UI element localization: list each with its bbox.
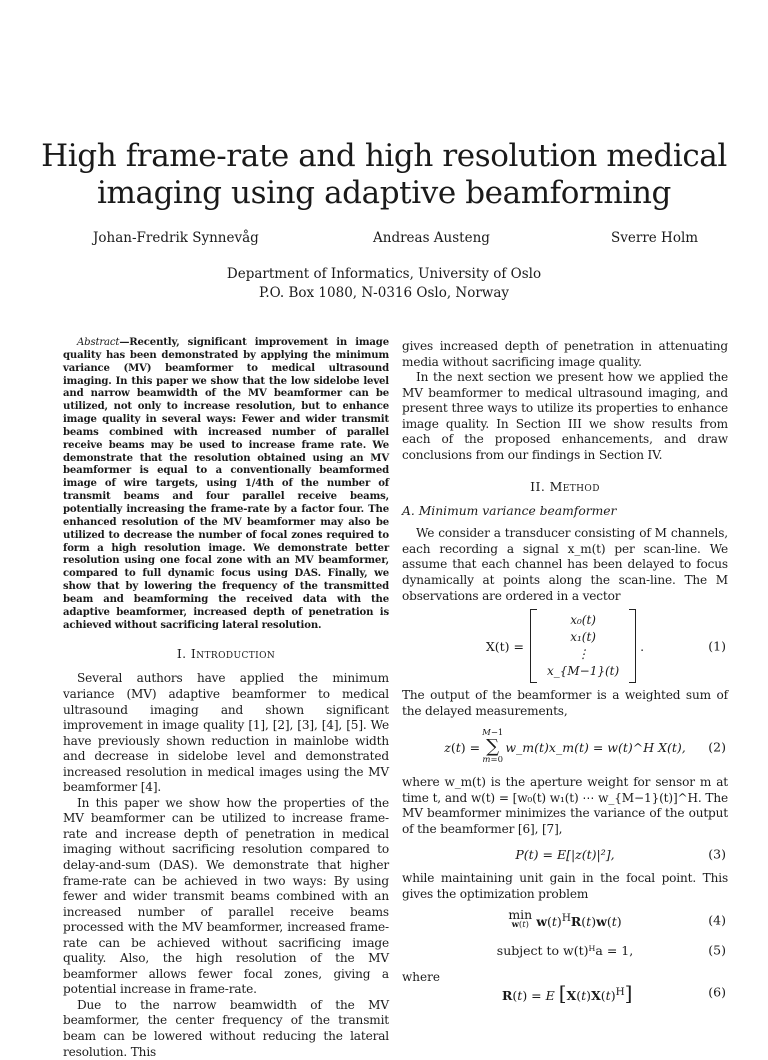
equation-1-number: (1) bbox=[708, 638, 726, 654]
equation-1-lhs: X(t) = bbox=[485, 638, 524, 654]
section-heading-introduction: I. Introduction bbox=[176, 646, 276, 662]
right-column bbox=[402, 339, 728, 1006]
equation-6: where R(t) = E $[X(t)X(t)^H]$ (6) bbox=[402, 970, 726, 1006]
equation-3-number: (3) bbox=[708, 846, 726, 862]
equation-5 bbox=[402, 938, 728, 962]
equation-4: min w(t) $w(t)^HR(t)w(t)$ (4) bbox=[508, 907, 726, 931]
title-line-1: High frame-rate and high resolution medical bbox=[41, 138, 727, 174]
equation-2: z(t) = M−1 ∑ m=0 w_m(t)x_m(t) = w(t)^H X(t), (2) bbox=[444, 728, 726, 766]
author-3: Sverre Holm bbox=[611, 230, 699, 246]
equation-6-number: (6) bbox=[708, 984, 726, 1000]
intro-paragraph-1: Several authors have applied the minimum variance (MV) adaptive beamformer to medical ultrasound imaging and shown significant improvement in image quality [1], [2], [3], [4], [5]. We have previously shown reduction in mainlobe width and decrease in sidelobe level and demonstrated increased resolution in medical images using the MV beamformer [4]. bbox=[63, 671, 389, 795]
equation-2-number: (2) bbox=[708, 739, 726, 755]
equation-4-number: (4) bbox=[708, 912, 726, 928]
affiliation bbox=[0, 265, 768, 303]
paper-title bbox=[40, 138, 728, 212]
equation-3-text: P(t) = E[|z(t)|²], bbox=[515, 846, 615, 862]
equation-5-text: subject to w(t)ᴴa = 1, bbox=[496, 942, 634, 958]
equation-1-matrix bbox=[530, 609, 636, 683]
title-line-2: imaging using adaptive beamforming bbox=[97, 175, 671, 211]
right-paragraph-2: In the next section we present how we applied the MV beamformer to medical ultrasound imaging, and present three ways to utilize its properties to enhance image quality. In Section III we show results from each of the proposed enhancements, and draw conclusions from our findings in Section IV. bbox=[402, 370, 728, 462]
method-paragraph-3: where w_m(t) is the aperture weight for sensor m at time t, and w(t) = [w₀(t) w₁(t) ⋯ w_{M−1}(t)]^H. The MV beamformer minimizes the variance of the output of the beamformer [6], [7], bbox=[402, 775, 728, 836]
abstract bbox=[63, 337, 389, 632]
matrix-row: ⋮ bbox=[577, 647, 590, 662]
equation-5-number: (5) bbox=[708, 942, 726, 958]
subsection-heading-mv: A. Minimum variance beamformer bbox=[402, 504, 617, 519]
matrix-row: x_{M−1}(t) bbox=[546, 664, 620, 679]
intro-paragraph-3: Due to the narrow beamwidth of the MV beamformer, the center frequency of the transmit beam can be lowered without reducing the lateral resolution. This bbox=[63, 997, 389, 1059]
abstract-text: —Recently, significant improvement in image quality has been demonstrated by applying the minimum variance (MV) beamformer to medical ultrasound imaging. In this paper we show that the low sidelobe level and narrow beamwidth of the MV beamformer can be utilized, not only to increase resolution, but to enhance image quality in several ways: Fewer and wider transmit beams combined with increased number of parallel receive beams may be used to increase frame rate. We demonstrate that the resolution obtained using an MV beamformer is equal to a conventionally beamformed image of wire targets, using 1/4th of the number of transmit beams and four parallel receive beams, potentially increasing the frame-rate by a factor four. The enhanced resolution of the MV beamformer may also be utilized to decrease the number of focal zones required to form a high resolution image. We demonstrate better resolution using one focal zone with an MV beamformer, compared to full dynamic focus using DAS. Finally, we show that by lowering the frequency of the transmitted beam and beamforming the received data with the adaptive beamformer, increased depth of penetration is achieved without sacrificing lateral resolution. bbox=[63, 337, 389, 631]
where-label: where bbox=[402, 970, 440, 985]
equation-1: X(t) = x₀(t) x₁(t) ⋮ x_{M−1}(t) . (1) bbox=[402, 604, 728, 688]
intro-paragraph-2: In this paper we show how the properties of the MV beamformer can be utilized to increase frame-rate and increase depth of penetration in medical imaging without sacrificing resolution compared to delay-and-sum (DAS). We demonstrate that higher frame-rate can be achieved in two ways: By using fewer and wider transmit beams combined with an increased number of parallel receive beams processed with the MV beamformer, increased frame-rate can be achieved without sacrificing image quality. Also, the high resolution of the MV beamformer allows fewer focal zones, giving a potential increase in frame-rate. bbox=[63, 795, 389, 997]
equation-3 bbox=[402, 837, 728, 871]
method-paragraph-4: while maintaining unit gain in the focal point. This gives the optimization problem bbox=[402, 871, 728, 901]
author-1: Johan-Fredrik Synnevåg bbox=[93, 230, 259, 246]
affiliation-line-2: P.O. Box 1080, N-0316 Oslo, Norway bbox=[258, 285, 510, 301]
equation-2-text: w_m(t)x_m(t) = w(t)^H X(t), bbox=[505, 739, 686, 755]
matrix-row: x₀(t) bbox=[570, 613, 596, 628]
author-2: Andreas Austeng bbox=[373, 230, 490, 246]
matrix-row: x₁(t) bbox=[570, 630, 596, 645]
left-column bbox=[63, 337, 389, 1060]
affiliation-line-1: Department of Informatics, University of Oslo bbox=[226, 266, 542, 282]
section-heading-method: II. Method bbox=[530, 479, 600, 495]
sum-symbol: M−1 ∑ m=0 bbox=[482, 728, 504, 766]
method-paragraph-2: The output of the beamformer is a weighted sum of the delayed measurements, bbox=[402, 688, 728, 718]
abstract-label: Abstract bbox=[77, 337, 120, 348]
right-paragraph-1: gives increased depth of penetration in attenuating media without sacrificing image quality. bbox=[402, 339, 728, 369]
method-paragraph-1: We consider a transducer consisting of M channels, each recording a signal x_m(t) per scan-line. We assume that each channel has been delayed to focus dynamically at points along the scan-line. The M observations are ordered in a vector bbox=[402, 526, 728, 603]
